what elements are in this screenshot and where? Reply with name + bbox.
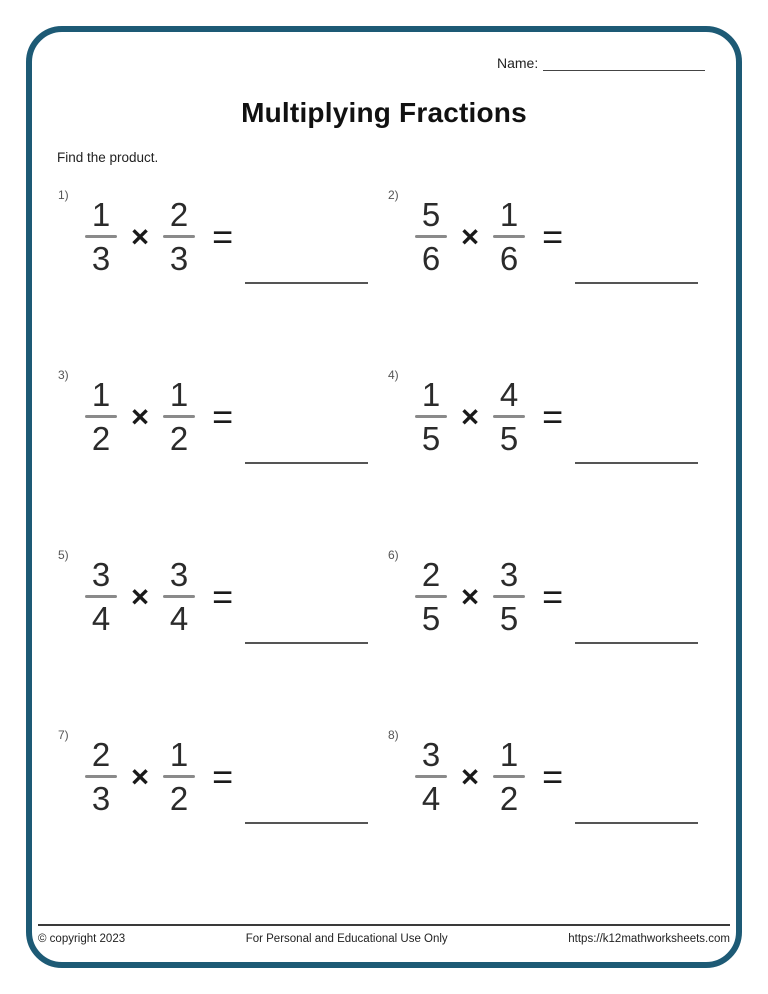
fraction-1 [80,558,122,635]
answer-blank [575,822,698,824]
equation-row [410,198,716,275]
fraction-1 [80,378,122,455]
denominator: 4 [421,780,441,817]
answer-blank [245,462,368,464]
equals-sign: = [212,575,234,617]
multiply-sign: × [461,398,480,434]
problem-number: 8) [388,728,399,742]
equals-sign: = [542,575,564,617]
numerator: 2 [91,736,111,773]
numerator: 1 [499,196,519,233]
fraction-2 [488,198,530,275]
numerator: 3 [169,556,189,593]
problem-number: 5) [58,548,69,562]
equation-row [410,378,716,455]
fraction-bar [415,595,447,598]
fraction-1 [80,738,122,815]
problem-6 [386,546,716,726]
denominator: 2 [499,780,519,817]
multiply-sign: × [131,218,150,254]
multiply-sign: × [131,578,150,614]
problem-number: 7) [58,728,69,742]
numerator: 2 [169,196,189,233]
multiply-sign: × [131,758,150,794]
fraction-1 [410,378,452,455]
equals-sign: = [542,215,564,257]
numerator: 3 [91,556,111,593]
numerator: 1 [169,736,189,773]
numerator: 2 [421,556,441,593]
fraction-2 [158,738,200,815]
fraction-bar [163,775,195,778]
fraction-bar [163,235,195,238]
denominator: 5 [499,600,519,637]
numerator: 4 [499,376,519,413]
problem-4 [386,366,716,546]
equals-sign: = [542,395,564,437]
problem-number: 1) [58,188,69,202]
answer-blank [575,462,698,464]
denominator: 2 [91,420,111,457]
answer-blank [245,822,368,824]
multiply-sign: × [131,398,150,434]
fraction-bar [493,775,525,778]
problem-number: 2) [388,188,399,202]
answer-blank [575,642,698,644]
problem-5 [56,546,386,726]
fraction-2 [488,558,530,635]
numerator: 1 [91,196,111,233]
numerator: 1 [421,376,441,413]
denominator: 4 [169,600,189,637]
problem-7 [56,726,386,906]
problem-1 [56,186,386,366]
problems-grid [56,186,716,906]
problem-3 [56,366,386,546]
footer-usage-text: For Personal and Educational Use Only [245,933,448,945]
footer [38,924,730,945]
denominator: 3 [169,240,189,277]
denominator: 6 [499,240,519,277]
name-field-row [497,54,705,71]
denominator: 4 [91,600,111,637]
multiply-sign: × [461,218,480,254]
answer-blank [575,282,698,284]
instruction-text: Find the product. [57,150,159,165]
equation-row [410,738,716,815]
fraction-bar [163,595,195,598]
problem-number: 3) [58,368,69,382]
denominator: 6 [421,240,441,277]
numerator: 1 [499,736,519,773]
fraction-bar [163,415,195,418]
fraction-2 [488,738,530,815]
problem-number: 6) [388,548,399,562]
equation-row [410,558,716,635]
fraction-bar [415,775,447,778]
page-title: Multiplying Fractions [241,97,527,128]
numerator: 1 [169,376,189,413]
equation-row [80,198,386,275]
fraction-2 [158,378,200,455]
footer-url: https://k12mathworksheets.com [568,933,730,945]
numerator: 1 [91,376,111,413]
fraction-bar [493,595,525,598]
numerator: 3 [421,736,441,773]
problem-2 [386,186,716,366]
answer-blank [245,642,368,644]
denominator: 2 [169,780,189,817]
fraction-bar [415,235,447,238]
fraction-1 [410,198,452,275]
fraction-bar [493,235,525,238]
fraction-1 [80,198,122,275]
denominator: 5 [421,600,441,637]
equals-sign: = [212,215,234,257]
multiply-sign: × [461,578,480,614]
equals-sign: = [212,755,234,797]
denominator: 5 [499,420,519,457]
equation-row [80,738,386,815]
fraction-bar [85,415,117,418]
name-label: Name: [497,55,539,71]
problem-number: 4) [388,368,399,382]
denominator: 2 [169,420,189,457]
footer-copyright: © copyright 2023 [38,933,126,945]
equation-row [80,558,386,635]
denominator: 5 [421,420,441,457]
fraction-2 [158,198,200,275]
fraction-2 [158,558,200,635]
equals-sign: = [212,395,234,437]
problem-8 [386,726,716,906]
fraction-bar [493,415,525,418]
fraction-bar [415,415,447,418]
name-blank-line [543,54,705,71]
fraction-bar [85,235,117,238]
fraction-bar [85,595,117,598]
equals-sign: = [542,755,564,797]
fraction-1 [410,558,452,635]
multiply-sign: × [461,758,480,794]
denominator: 3 [91,780,111,817]
denominator: 3 [91,240,111,277]
fraction-2 [488,378,530,455]
numerator: 5 [421,196,441,233]
answer-blank [245,282,368,284]
equation-row [80,378,386,455]
fraction-1 [410,738,452,815]
numerator: 3 [499,556,519,593]
fraction-bar [85,775,117,778]
